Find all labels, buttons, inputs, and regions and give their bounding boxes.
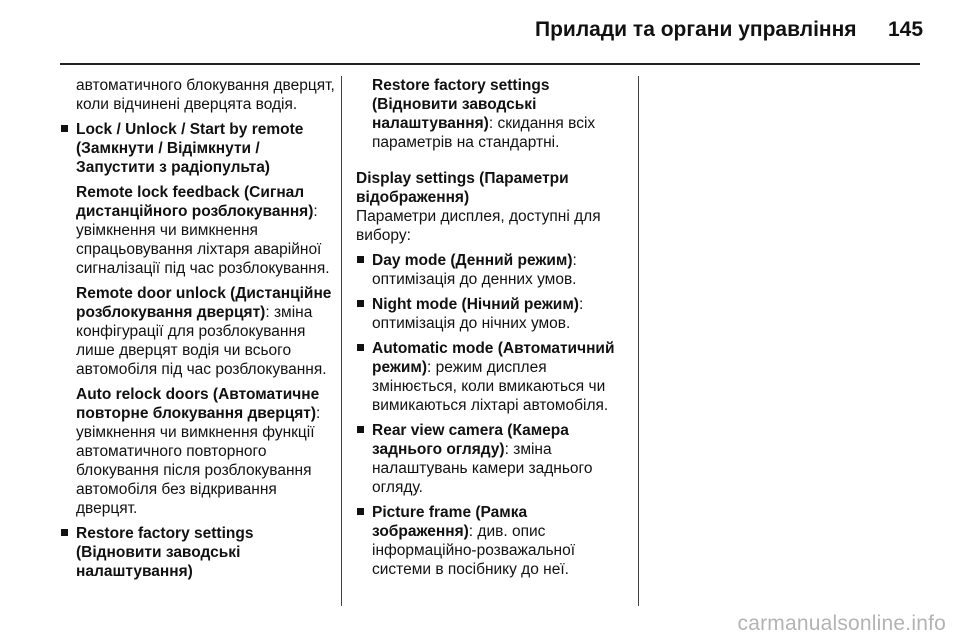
bullet-lock-unlock-start [60, 120, 335, 177]
bullet-restore-factory-settings [60, 524, 335, 581]
item-desc: : режим дисплея змінюється, коли вмикаються чи вимикаються ліхтарі автомобіля. [372, 359, 609, 414]
item-desc: : зміна налаштувань камери заднього огляду. [372, 441, 593, 496]
item-term: Rear view camera (Камера заднього огляду) [372, 422, 569, 458]
item-desc: : див. опис інформаційно-розважальної системи в посібнику до неї. [372, 523, 576, 578]
bullet-picture-frame [356, 503, 631, 579]
item-remote-lock-feedback [60, 183, 335, 278]
bullet-rear-view-camera [356, 421, 631, 497]
item-term: Picture frame (Рамка зображення) [372, 504, 528, 540]
item-remote-door-unlock [60, 284, 335, 379]
item-term: Day mode (Денний режим) [372, 252, 573, 269]
bullet-day-mode [356, 251, 631, 289]
column-divider-left [341, 76, 342, 606]
item-desc: : увімкнення чи вимкнення спрацьовування ліхтаря аварійної сигналізації під час розблокування. [76, 203, 330, 277]
item-term: Restore factory settings (Відновити заводські налаштування) [372, 77, 550, 132]
item-term: Automatic mode (Автоматичний режим) [372, 340, 615, 376]
item-restore-factory-settings [356, 76, 631, 152]
item-desc: : оптимізація до нічних умов. [372, 296, 584, 332]
bullet-heading: Lock / Unlock / Start by remote (Замкнути / Відімкнути / Запустити з радіопульта) [76, 121, 304, 176]
page-title: Прилади та органи управління [535, 18, 857, 41]
page-number: 145 [888, 18, 924, 41]
bullet-automatic-mode [356, 339, 631, 415]
bullet-heading: Restore factory settings (Відновити заводські налаштування) [76, 525, 254, 580]
bullet-night-mode [356, 295, 631, 333]
item-term: Night mode (Нічний режим) [372, 296, 579, 313]
item-desc: : скидання всіх параметрів на стандартні. [372, 115, 596, 151]
column-right [356, 76, 631, 579]
item-term: Remote door unlock (Дистанційне розблокування дверцят) [76, 285, 332, 321]
item-term: Auto relock doors (Автоматичне повторне блокування дверцят) [76, 386, 320, 422]
watermark: carmanualsonline.info [737, 612, 946, 635]
item-auto-relock-doors [60, 385, 335, 518]
column-left [60, 76, 335, 581]
header-rule [60, 63, 920, 65]
item-term: Remote lock feedback (Сигнал дистанційного розблокування) [76, 184, 314, 220]
display-settings-intro: Параметри дисплея, доступні для вибору: [356, 208, 601, 244]
intro-text: автоматичного блокування дверцят, коли відчинені дверцята водія. [76, 77, 335, 113]
item-desc: : зміна конфігурації для розблокування лише дверцят водія чи всього автомобіля під час розблокування. [76, 304, 327, 378]
item-desc: : увімкнення чи вимкнення функції автоматичного повторного блокування після розблокування автомобіля без відкривання дверцят. [76, 405, 321, 517]
column-divider-right [638, 76, 639, 606]
item-desc: : оптимізація до денних умов. [372, 252, 577, 288]
display-settings-heading: Display settings (Параметри відображення) [356, 170, 569, 206]
